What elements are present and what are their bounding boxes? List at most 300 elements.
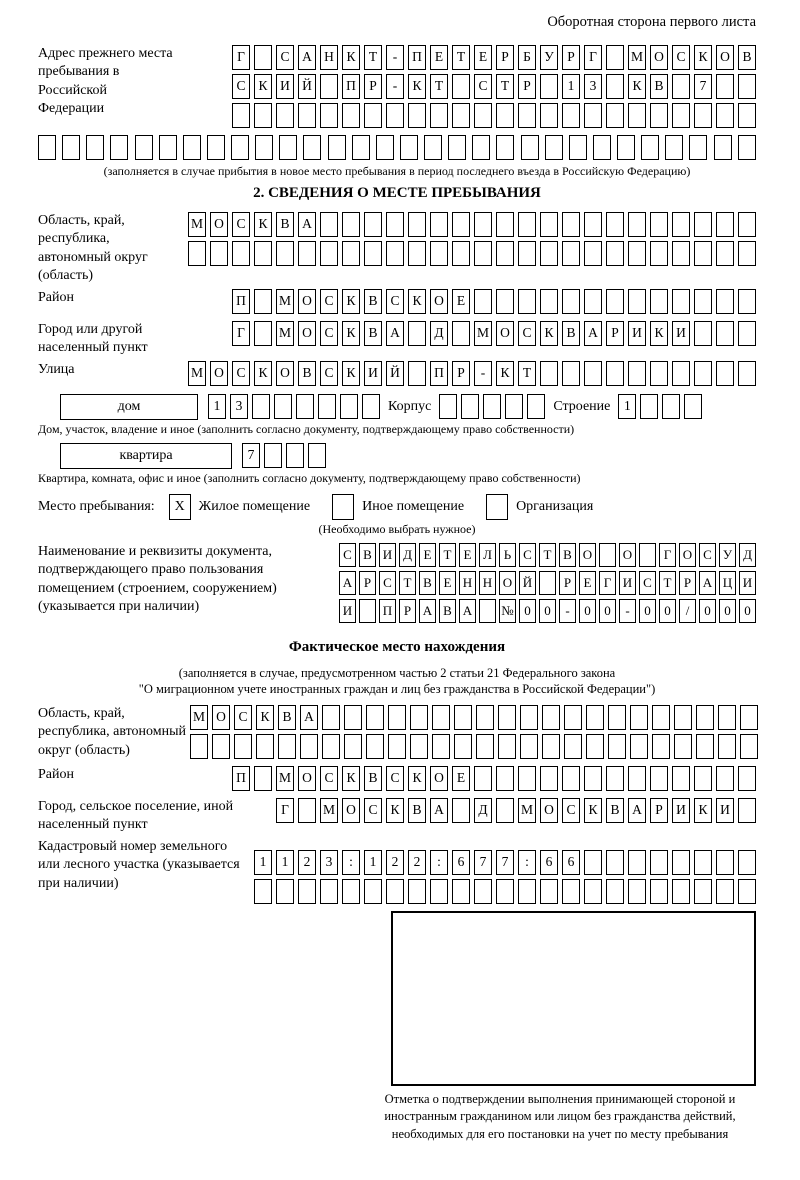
- char-cell[interactable]: И: [739, 571, 756, 595]
- char-cell[interactable]: 7: [474, 850, 492, 875]
- char-cell[interactable]: [320, 241, 338, 266]
- char-cell[interactable]: С: [232, 361, 250, 386]
- char-cell[interactable]: К: [694, 798, 712, 823]
- char-cell[interactable]: [738, 241, 756, 266]
- char-cell[interactable]: Е: [430, 45, 448, 70]
- char-cell[interactable]: [279, 135, 297, 160]
- char-cell[interactable]: [496, 241, 514, 266]
- char-cell[interactable]: В: [419, 571, 436, 595]
- char-cell[interactable]: [496, 212, 514, 237]
- char-cell[interactable]: [718, 705, 736, 730]
- char-cell[interactable]: [207, 135, 225, 160]
- char-cell[interactable]: [740, 705, 758, 730]
- char-cell[interactable]: Р: [364, 74, 382, 99]
- char-cell[interactable]: [540, 879, 558, 904]
- char-cell[interactable]: [400, 135, 418, 160]
- char-cell[interactable]: С: [386, 289, 404, 314]
- char-cell[interactable]: [672, 212, 690, 237]
- char-cell[interactable]: [716, 212, 734, 237]
- char-cell[interactable]: [584, 103, 602, 128]
- char-cell[interactable]: [630, 705, 648, 730]
- char-cell[interactable]: Р: [650, 798, 668, 823]
- char-cell[interactable]: [479, 599, 496, 623]
- char-cell[interactable]: [545, 135, 563, 160]
- char-cell[interactable]: [476, 734, 494, 759]
- char-cell[interactable]: М: [276, 321, 294, 346]
- char-cell[interactable]: [320, 212, 338, 237]
- char-cell[interactable]: В: [278, 705, 296, 730]
- char-cell[interactable]: [684, 394, 702, 419]
- char-cell[interactable]: Г: [232, 321, 250, 346]
- char-cell[interactable]: [652, 734, 670, 759]
- char-cell[interactable]: Т: [452, 45, 470, 70]
- char-cell[interactable]: А: [298, 45, 316, 70]
- char-cell[interactable]: [352, 135, 370, 160]
- char-cell[interactable]: 3: [230, 394, 248, 419]
- char-cell[interactable]: [274, 394, 292, 419]
- char-cell[interactable]: [298, 241, 316, 266]
- char-cell[interactable]: К: [254, 74, 272, 99]
- char-cell[interactable]: [650, 103, 668, 128]
- char-cell[interactable]: 1: [562, 74, 580, 99]
- char-cell[interactable]: В: [364, 321, 382, 346]
- char-cell[interactable]: [650, 241, 668, 266]
- char-cell[interactable]: [408, 879, 426, 904]
- char-cell[interactable]: [694, 879, 712, 904]
- char-cell[interactable]: [359, 599, 376, 623]
- char-cell[interactable]: [342, 879, 360, 904]
- char-cell[interactable]: [452, 74, 470, 99]
- char-cell[interactable]: 0: [599, 599, 616, 623]
- char-cell[interactable]: [264, 443, 282, 468]
- char-cell[interactable]: [388, 705, 406, 730]
- char-cell[interactable]: [696, 734, 714, 759]
- char-cell[interactable]: Е: [439, 571, 456, 595]
- char-cell[interactable]: [608, 734, 626, 759]
- char-cell[interactable]: В: [359, 543, 376, 567]
- char-cell[interactable]: А: [419, 599, 436, 623]
- char-cell[interactable]: [540, 361, 558, 386]
- char-cell[interactable]: [564, 705, 582, 730]
- char-cell[interactable]: 1: [276, 850, 294, 875]
- char-cell[interactable]: Т: [364, 45, 382, 70]
- char-cell[interactable]: [650, 766, 668, 791]
- char-cell[interactable]: [606, 850, 624, 875]
- char-cell[interactable]: Р: [559, 571, 576, 595]
- char-cell[interactable]: [738, 74, 756, 99]
- char-cell[interactable]: [694, 850, 712, 875]
- char-cell[interactable]: П: [430, 361, 448, 386]
- char-cell[interactable]: [641, 135, 659, 160]
- char-cell[interactable]: [320, 879, 338, 904]
- char-cell[interactable]: [628, 361, 646, 386]
- char-cell[interactable]: [476, 705, 494, 730]
- char-cell[interactable]: [159, 135, 177, 160]
- char-cell[interactable]: [408, 241, 426, 266]
- char-cell[interactable]: [586, 734, 604, 759]
- char-cell[interactable]: [584, 212, 602, 237]
- char-cell[interactable]: С: [320, 361, 338, 386]
- char-cell[interactable]: [694, 361, 712, 386]
- char-cell[interactable]: Е: [459, 543, 476, 567]
- char-cell[interactable]: К: [584, 798, 602, 823]
- char-cell[interactable]: [364, 879, 382, 904]
- char-cell[interactable]: К: [496, 361, 514, 386]
- char-cell[interactable]: В: [298, 361, 316, 386]
- char-cell[interactable]: А: [386, 321, 404, 346]
- char-cell[interactable]: Г: [584, 45, 602, 70]
- char-cell[interactable]: [738, 766, 756, 791]
- char-cell[interactable]: [716, 241, 734, 266]
- char-cell[interactable]: Р: [496, 45, 514, 70]
- char-cell[interactable]: [448, 135, 466, 160]
- char-cell[interactable]: 0: [719, 599, 736, 623]
- char-cell[interactable]: [716, 103, 734, 128]
- char-cell[interactable]: Р: [518, 74, 536, 99]
- char-cell[interactable]: О: [430, 289, 448, 314]
- char-cell[interactable]: Е: [452, 766, 470, 791]
- char-cell[interactable]: Н: [459, 571, 476, 595]
- char-cell[interactable]: [608, 705, 626, 730]
- char-cell[interactable]: О: [298, 766, 316, 791]
- char-cell[interactable]: [183, 135, 201, 160]
- char-cell[interactable]: К: [342, 45, 360, 70]
- char-cell[interactable]: [498, 734, 516, 759]
- char-cell[interactable]: -: [559, 599, 576, 623]
- char-cell[interactable]: [628, 212, 646, 237]
- char-cell[interactable]: М: [320, 798, 338, 823]
- char-cell[interactable]: [716, 321, 734, 346]
- char-cell[interactable]: [674, 734, 692, 759]
- char-cell[interactable]: В: [364, 289, 382, 314]
- char-cell[interactable]: О: [276, 361, 294, 386]
- char-cell[interactable]: О: [210, 361, 228, 386]
- char-cell[interactable]: [474, 103, 492, 128]
- char-cell[interactable]: К: [540, 321, 558, 346]
- char-cell[interactable]: Р: [359, 571, 376, 595]
- char-cell[interactable]: К: [254, 361, 272, 386]
- char-cell[interactable]: 0: [639, 599, 656, 623]
- char-cell[interactable]: [665, 135, 683, 160]
- char-cell[interactable]: [366, 705, 384, 730]
- char-cell[interactable]: 3: [584, 74, 602, 99]
- char-cell[interactable]: 0: [699, 599, 716, 623]
- char-cell[interactable]: О: [298, 321, 316, 346]
- char-cell[interactable]: [569, 135, 587, 160]
- char-cell[interactable]: [606, 289, 624, 314]
- char-cell[interactable]: [232, 103, 250, 128]
- char-cell[interactable]: 7: [694, 74, 712, 99]
- char-cell[interactable]: Д: [474, 798, 492, 823]
- char-cell[interactable]: [474, 879, 492, 904]
- char-cell[interactable]: С: [320, 321, 338, 346]
- char-cell[interactable]: [542, 705, 560, 730]
- char-cell[interactable]: М: [628, 45, 646, 70]
- char-cell[interactable]: М: [188, 212, 206, 237]
- char-cell[interactable]: [689, 135, 707, 160]
- char-cell[interactable]: С: [639, 571, 656, 595]
- char-cell[interactable]: О: [430, 766, 448, 791]
- checkbox-organization[interactable]: [486, 494, 508, 520]
- char-cell[interactable]: [662, 394, 680, 419]
- char-cell[interactable]: [232, 241, 250, 266]
- char-cell[interactable]: [562, 766, 580, 791]
- char-cell[interactable]: О: [212, 705, 230, 730]
- char-cell[interactable]: В: [606, 798, 624, 823]
- char-cell[interactable]: В: [439, 599, 456, 623]
- char-cell[interactable]: [410, 705, 428, 730]
- char-cell[interactable]: [650, 289, 668, 314]
- char-cell[interactable]: С: [672, 45, 690, 70]
- char-cell[interactable]: [388, 734, 406, 759]
- char-cell[interactable]: П: [232, 289, 250, 314]
- char-cell[interactable]: [540, 103, 558, 128]
- char-cell[interactable]: [606, 45, 624, 70]
- char-cell[interactable]: [694, 321, 712, 346]
- char-cell[interactable]: [652, 705, 670, 730]
- char-cell[interactable]: П: [379, 599, 396, 623]
- char-cell[interactable]: К: [342, 361, 360, 386]
- char-cell[interactable]: [694, 241, 712, 266]
- char-cell[interactable]: [366, 734, 384, 759]
- checkbox-residential[interactable]: X: [169, 494, 191, 520]
- char-cell[interactable]: [640, 394, 658, 419]
- char-cell[interactable]: [694, 766, 712, 791]
- char-cell[interactable]: 1: [618, 394, 636, 419]
- char-cell[interactable]: С: [364, 798, 382, 823]
- char-cell[interactable]: К: [694, 45, 712, 70]
- char-cell[interactable]: О: [619, 543, 636, 567]
- char-cell[interactable]: 2: [408, 850, 426, 875]
- char-cell[interactable]: С: [519, 543, 536, 567]
- char-cell[interactable]: [362, 394, 380, 419]
- char-cell[interactable]: 2: [386, 850, 404, 875]
- char-cell[interactable]: [518, 103, 536, 128]
- char-cell[interactable]: [212, 734, 230, 759]
- char-cell[interactable]: [562, 103, 580, 128]
- char-cell[interactable]: [542, 734, 560, 759]
- char-cell[interactable]: [322, 734, 340, 759]
- char-cell[interactable]: [278, 734, 296, 759]
- char-cell[interactable]: [234, 734, 252, 759]
- char-cell[interactable]: А: [459, 599, 476, 623]
- char-cell[interactable]: [320, 103, 338, 128]
- char-cell[interactable]: -: [386, 45, 404, 70]
- char-cell[interactable]: [540, 289, 558, 314]
- char-cell[interactable]: Е: [579, 571, 596, 595]
- char-cell[interactable]: [342, 212, 360, 237]
- char-cell[interactable]: [252, 394, 270, 419]
- char-cell[interactable]: В: [650, 74, 668, 99]
- char-cell[interactable]: К: [342, 289, 360, 314]
- char-cell[interactable]: [254, 45, 272, 70]
- char-cell[interactable]: [410, 734, 428, 759]
- char-cell[interactable]: И: [672, 798, 690, 823]
- char-cell[interactable]: [740, 734, 758, 759]
- char-cell[interactable]: [472, 135, 490, 160]
- char-cell[interactable]: [586, 705, 604, 730]
- char-cell[interactable]: [672, 361, 690, 386]
- char-cell[interactable]: [738, 798, 756, 823]
- char-cell[interactable]: К: [408, 289, 426, 314]
- char-cell[interactable]: [716, 879, 734, 904]
- char-cell[interactable]: Р: [562, 45, 580, 70]
- char-cell[interactable]: К: [408, 74, 426, 99]
- char-cell[interactable]: [474, 289, 492, 314]
- char-cell[interactable]: [672, 766, 690, 791]
- char-cell[interactable]: Р: [606, 321, 624, 346]
- char-cell[interactable]: И: [672, 321, 690, 346]
- char-cell[interactable]: :: [518, 850, 536, 875]
- char-cell[interactable]: И: [276, 74, 294, 99]
- char-cell[interactable]: А: [628, 798, 646, 823]
- char-cell[interactable]: К: [650, 321, 668, 346]
- char-cell[interactable]: И: [379, 543, 396, 567]
- char-cell[interactable]: [498, 705, 516, 730]
- char-cell[interactable]: О: [650, 45, 668, 70]
- char-cell[interactable]: [628, 289, 646, 314]
- char-cell[interactable]: [496, 103, 514, 128]
- char-cell[interactable]: [298, 879, 316, 904]
- char-cell[interactable]: И: [716, 798, 734, 823]
- char-cell[interactable]: Р: [679, 571, 696, 595]
- char-cell[interactable]: К: [386, 798, 404, 823]
- char-cell[interactable]: [254, 879, 272, 904]
- char-cell[interactable]: С: [379, 571, 396, 595]
- char-cell[interactable]: 7: [496, 850, 514, 875]
- char-cell[interactable]: [593, 135, 611, 160]
- char-cell[interactable]: [286, 443, 304, 468]
- char-cell[interactable]: [584, 241, 602, 266]
- char-cell[interactable]: [540, 766, 558, 791]
- char-cell[interactable]: 6: [540, 850, 558, 875]
- char-cell[interactable]: [520, 734, 538, 759]
- char-cell[interactable]: [452, 103, 470, 128]
- char-cell[interactable]: [452, 798, 470, 823]
- char-cell[interactable]: [672, 879, 690, 904]
- char-cell[interactable]: [639, 543, 656, 567]
- char-cell[interactable]: А: [300, 705, 318, 730]
- char-cell[interactable]: [672, 74, 690, 99]
- char-cell[interactable]: [584, 361, 602, 386]
- char-cell[interactable]: [716, 289, 734, 314]
- char-cell[interactable]: [474, 241, 492, 266]
- char-cell[interactable]: [439, 394, 457, 419]
- char-cell[interactable]: [738, 850, 756, 875]
- char-cell[interactable]: [584, 850, 602, 875]
- char-cell[interactable]: Т: [496, 74, 514, 99]
- char-cell[interactable]: Т: [518, 361, 536, 386]
- char-cell[interactable]: Л: [479, 543, 496, 567]
- char-cell[interactable]: 1: [364, 850, 382, 875]
- char-cell[interactable]: [650, 879, 668, 904]
- char-cell[interactable]: [628, 879, 646, 904]
- char-cell[interactable]: [430, 241, 448, 266]
- char-cell[interactable]: 0: [539, 599, 556, 623]
- char-cell[interactable]: О: [679, 543, 696, 567]
- char-cell[interactable]: [496, 135, 514, 160]
- char-cell[interactable]: [628, 241, 646, 266]
- char-cell[interactable]: [424, 135, 442, 160]
- char-cell[interactable]: Ь: [499, 543, 516, 567]
- char-cell[interactable]: [540, 74, 558, 99]
- char-cell[interactable]: И: [339, 599, 356, 623]
- char-cell[interactable]: Е: [419, 543, 436, 567]
- char-cell[interactable]: [386, 241, 404, 266]
- char-cell[interactable]: [342, 103, 360, 128]
- char-cell[interactable]: 6: [562, 850, 580, 875]
- char-cell[interactable]: Й: [298, 74, 316, 99]
- char-cell[interactable]: С: [320, 289, 338, 314]
- char-cell[interactable]: К: [408, 766, 426, 791]
- char-cell[interactable]: 1: [254, 850, 272, 875]
- char-cell[interactable]: [606, 212, 624, 237]
- char-cell[interactable]: [430, 103, 448, 128]
- char-cell[interactable]: [276, 241, 294, 266]
- char-cell[interactable]: Е: [452, 289, 470, 314]
- char-cell[interactable]: [518, 766, 536, 791]
- char-cell[interactable]: [520, 705, 538, 730]
- char-cell[interactable]: С: [320, 766, 338, 791]
- char-cell[interactable]: [474, 212, 492, 237]
- char-cell[interactable]: [714, 135, 732, 160]
- char-cell[interactable]: В: [364, 766, 382, 791]
- char-cell[interactable]: [452, 212, 470, 237]
- char-cell[interactable]: [617, 135, 635, 160]
- char-cell[interactable]: Н: [320, 45, 338, 70]
- char-cell[interactable]: [718, 734, 736, 759]
- char-cell[interactable]: [364, 212, 382, 237]
- char-cell[interactable]: [738, 879, 756, 904]
- char-cell[interactable]: Т: [659, 571, 676, 595]
- char-cell[interactable]: [303, 135, 321, 160]
- char-cell[interactable]: [518, 241, 536, 266]
- char-cell[interactable]: [716, 74, 734, 99]
- char-cell[interactable]: В: [408, 798, 426, 823]
- char-cell[interactable]: [386, 212, 404, 237]
- char-cell[interactable]: Р: [399, 599, 416, 623]
- char-cell[interactable]: -: [619, 599, 636, 623]
- char-cell[interactable]: [408, 103, 426, 128]
- char-cell[interactable]: [276, 879, 294, 904]
- char-cell[interactable]: 0: [519, 599, 536, 623]
- char-cell[interactable]: [62, 135, 80, 160]
- char-cell[interactable]: 1: [208, 394, 226, 419]
- char-cell[interactable]: 7: [242, 443, 260, 468]
- char-cell[interactable]: [584, 766, 602, 791]
- char-cell[interactable]: 2: [298, 850, 316, 875]
- char-cell[interactable]: [650, 212, 668, 237]
- char-cell[interactable]: [672, 103, 690, 128]
- char-cell[interactable]: [521, 135, 539, 160]
- char-cell[interactable]: [452, 321, 470, 346]
- char-cell[interactable]: [599, 543, 616, 567]
- char-cell[interactable]: -: [474, 361, 492, 386]
- char-cell[interactable]: [606, 103, 624, 128]
- char-cell[interactable]: [496, 879, 514, 904]
- char-cell[interactable]: [672, 289, 690, 314]
- char-cell[interactable]: [606, 241, 624, 266]
- char-cell[interactable]: 0: [739, 599, 756, 623]
- char-cell[interactable]: О: [540, 798, 558, 823]
- char-cell[interactable]: [408, 321, 426, 346]
- char-cell[interactable]: Г: [659, 543, 676, 567]
- char-cell[interactable]: В: [738, 45, 756, 70]
- char-cell[interactable]: К: [628, 74, 646, 99]
- char-cell[interactable]: [564, 734, 582, 759]
- char-cell[interactable]: [694, 212, 712, 237]
- char-cell[interactable]: Д: [399, 543, 416, 567]
